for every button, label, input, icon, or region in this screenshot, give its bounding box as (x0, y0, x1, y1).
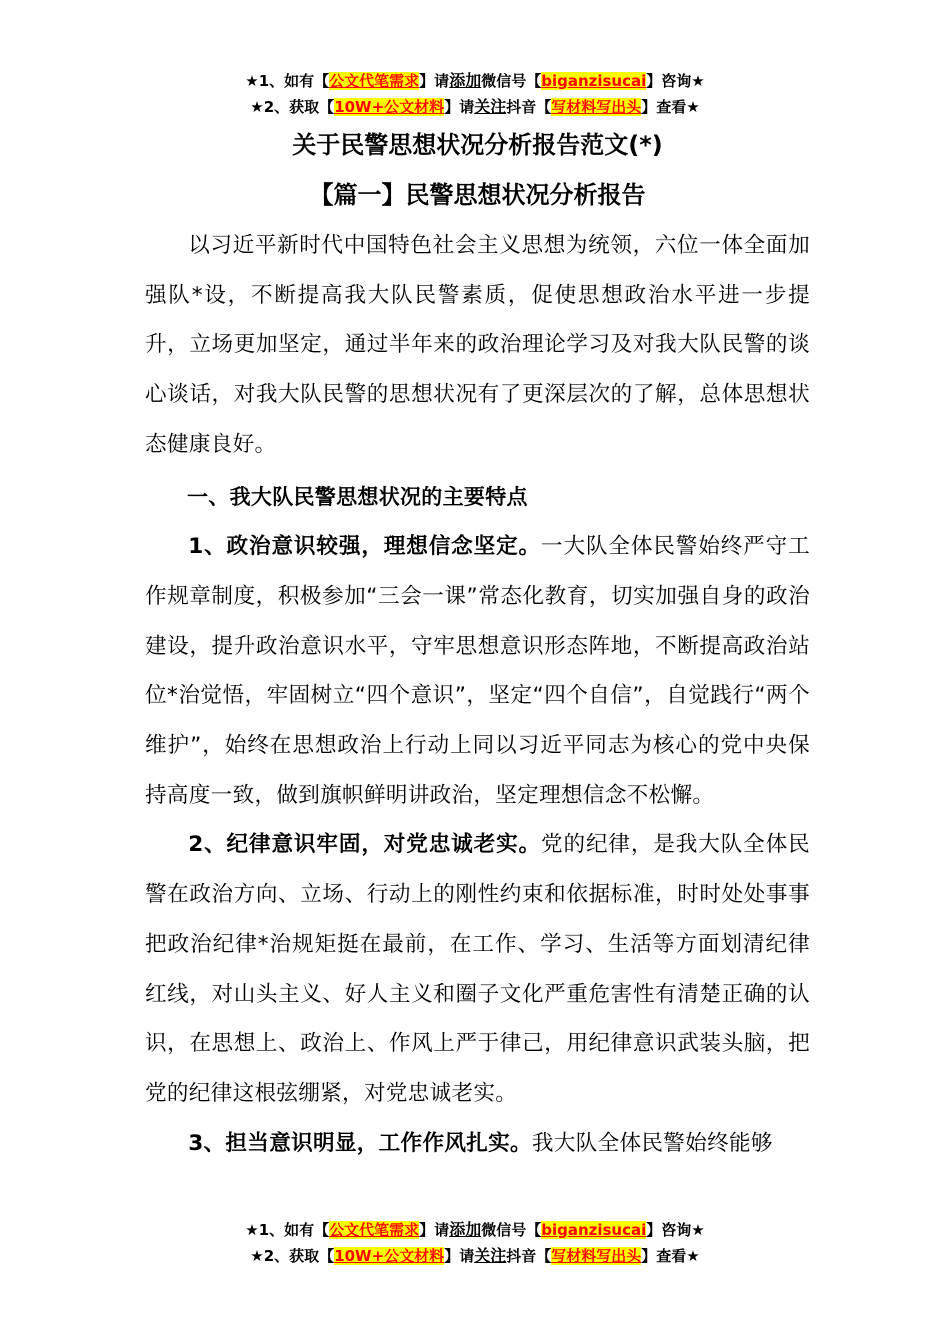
point-lead-1: 1、政治意识较强，理想信念坚定。 (188, 534, 542, 560)
point-paragraph-1 (145, 522, 810, 820)
section-heading: 一、我大队民警思想状况的主要特点 (187, 484, 528, 509)
banner-text: 】咨询★ (646, 72, 705, 90)
document-body (145, 125, 810, 1168)
banner-text: 】请 (419, 72, 450, 90)
banner-highlight: 10W+公文材料 (334, 1247, 445, 1265)
banner-line-2 (0, 1243, 950, 1269)
banner-underline: 添加 (449, 71, 482, 90)
banner-text: 】请 (444, 1247, 475, 1265)
banner-text: ★1、如有【 (245, 1221, 330, 1239)
banner-text: 微信号【 (481, 72, 542, 90)
banner-text: 】查看★ (641, 1247, 700, 1265)
point-text-3: 我大队全体民警始终能够 (531, 1130, 773, 1156)
header-banner (0, 68, 950, 120)
banner-text: 】请 (444, 98, 475, 116)
point-lead-3: 3、担当意识明显，工作作风扎实。 (188, 1130, 532, 1156)
banner-highlight: 写材料写出头 (551, 1247, 642, 1265)
banner-text: ★2、获取【 (250, 1247, 335, 1265)
footer-banner (0, 1217, 950, 1269)
banner-text: ★2、获取【 (250, 98, 335, 116)
intro-paragraph: 以习近平新时代中国特色社会主义思想为统领，六位一体全面加强队*设，不断提高我大队民警素质，促使思想政治水平进一步提升，立场更加坚定，通过半年来的政治理论学习及对我大队民警的谈心谈话，对我大队民警的思想状况有了更深层次的了解，总体思想状态健康良好。 (145, 233, 810, 457)
point-paragraph-2 (145, 820, 810, 1118)
point-paragraph-3 (145, 1119, 810, 1169)
banner-underline: 添加 (449, 1220, 482, 1239)
point-text-2: 党的纪律，是我大队全体民警在政治方向、立场、行动上的刚性约束和依据标准，时时处处事事把政治纪律*治规矩挺在最前，在工作、学习、生活等方面划清纪律红线，对山头主义、好人主义和圈子文化严重危害性有清楚正确的认识，在思想上、政治上、作风上严于律己，用纪律意识武装头脑，把党的纪律这根弦绷紧，对党忠诚老实。 (145, 832, 810, 1106)
banner-line-2 (0, 94, 950, 120)
banner-highlight: 公文代笔需求 (329, 72, 420, 90)
banner-line-1 (0, 68, 950, 94)
banner-highlight: biganzisucai (541, 72, 647, 90)
banner-text: 】请 (419, 1221, 450, 1239)
banner-text: 】咨询★ (646, 1221, 705, 1239)
banner-highlight: 10W+公文材料 (334, 98, 445, 116)
point-text-1: 一大队全体民警始终严守工作规章制度，积极参加“三会一课”常态化教育，切实加强自身的政治建设，提升政治意识水平，守牢思想意识形态阵地，不断提高政治站位*治觉悟，牢固树立“四个意识”，坚定“四个自信”，自觉践行“两个维护”，始终在思想政治上行动上同以习近平同志为核心的党中央保持高度一致，做到旗帜鲜明讲政治，坚定理想信念不松懈。 (145, 534, 810, 808)
banner-text: 微信号【 (481, 1221, 542, 1239)
document-subtitle: 【篇一】民警思想状况分析报告 (309, 181, 646, 209)
banner-text: 】查看★ (641, 98, 700, 116)
banner-underline: 关注 (474, 1246, 507, 1265)
document-title: 关于民警思想状况分析报告范文(*) (292, 131, 663, 159)
banner-highlight: biganzisucai (541, 1221, 647, 1239)
banner-text: 抖音【 (506, 1247, 552, 1265)
banner-highlight: 公文代笔需求 (329, 1221, 420, 1239)
point-lead-2: 2、纪律意识牢固，对党忠诚老实。 (188, 832, 542, 858)
banner-line-1 (0, 1217, 950, 1243)
banner-highlight: 写材料写出头 (551, 98, 642, 116)
banner-text: 抖音【 (506, 98, 552, 116)
banner-underline: 关注 (474, 97, 507, 116)
banner-text: ★1、如有【 (245, 72, 330, 90)
